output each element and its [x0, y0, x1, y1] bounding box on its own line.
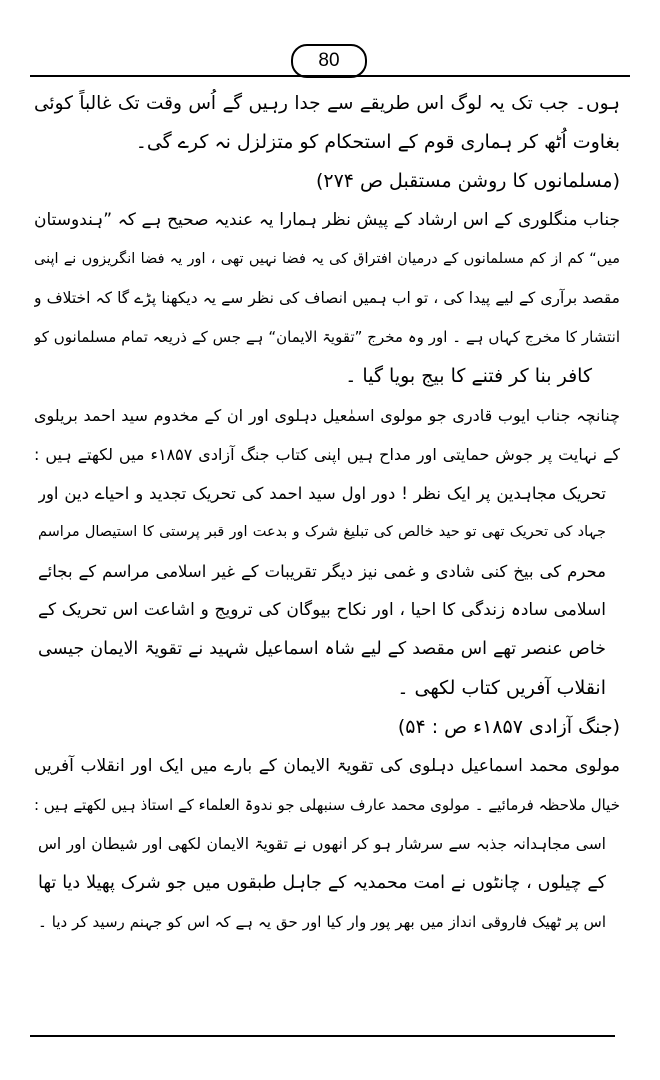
- text-line: چنانچہ جناب ایوب قادری جو مولوی اسمٰعیل دہلوی اور ان کے مخدوم سید احمد بریلوی: [34, 406, 620, 425]
- page-number: 80: [291, 44, 367, 78]
- text-line: جناب منگلوری کے اس ارشاد کے پیش نظر ہمارا یہ عندیہ صحیح ہے کہ ”ہندوستان: [34, 210, 620, 230]
- block-quote: [34, 474, 620, 708]
- quote-line: محرم کی بیخ کنی شادی و غمی نیز دیگر تقریبات کے غیر اسلامی مراسم کے بجائے: [38, 562, 606, 581]
- text-line: میں“ کم از کم مسلمانوں کے درمیان افتراق کی یہ فضا نہیں تھی ، اور یہ فضا انگریزوں نے اپنی: [34, 251, 620, 267]
- bottom-rule: [30, 1035, 615, 1037]
- text-line: مولوی محمد اسماعیل دہلوی کی تقویۃ الایمان کے بارے میں ایک اور انقلاب آفریں: [34, 756, 620, 776]
- quote-line: انقلاب آفریں کتاب لکھی ۔: [397, 677, 606, 699]
- text-line: انتشار کا مخرج کہاں ہے ۔ اور وہ مخرج ”تقویۃ الایمان“ ہے جس کے ذریعہ تمام مسلمانوں کو: [34, 328, 620, 346]
- quote-line: اس پر ٹھیک فاروقی انداز میں بھر پور وار کیا اور حق یہ ہے کہ اس کو جہنم رسید کر دیا ۔: [38, 913, 606, 931]
- quote-line: خاص عنصر تھے اس مقصد کے لیے شاہ اسماعیل شہید نے تقویۃ الایمان جیسی: [38, 639, 606, 659]
- text-line: کافر بنا کر فتنے کا بیج بویا گیا ۔: [345, 365, 592, 387]
- citation: (مسلمانوں کا روشن مستقبل ص ۲۷۴): [315, 170, 620, 192]
- text-line: ہوں۔ جب تک یہ لوگ اس طریقے سے جدا رہیں گے اُس وقت تک غالباً کوئی: [34, 93, 620, 114]
- block-quote: [34, 825, 620, 942]
- quote-line: اسلامی سادہ زندگی کا احیا ، اور نکاح بیوگان کی ترویج و اشاعت اس تحریک کے: [38, 600, 606, 620]
- quote-line: کے چیلوں ، چانٹوں نے امت محمدیہ کے جاہل طبقوں میں جو شرک پھیلا دیا تھا: [38, 873, 606, 893]
- text-line: خیال ملاحظہ فرمائیے ۔ مولوی محمد عارف سنبھلی جو ندوۃ العلماء کے استاذ ہیں لکھتے ہیں :: [34, 796, 620, 814]
- citation: (جنگ آزادی ۱۸۵۷ء ص : ۵۴): [397, 716, 620, 738]
- page-body: [34, 84, 620, 942]
- text-line: کے نہایت پر جوش حمایتی اور مداح ہیں اپنی کتاب جنگ آزادی ۱۸۵۷ء میں لکھتے ہیں :: [34, 445, 620, 464]
- quote-line: جہاد کی تحریک تھی تو حید خالص کی تبلیغ شرک و بدعت اور قبر پرستی کا استیصال مراسم: [38, 524, 606, 540]
- text-line: بغاوت اُٹھ کر ہماری قوم کے استحکام کو متزلزل نہ کرے گی۔: [135, 131, 620, 153]
- quote-line: اسی مجاہدانہ جذبہ سے سرشار ہو کر انھوں نے تقویۃ الایمان لکھی اور شیطان اور اس: [38, 835, 606, 853]
- text-line: مقصد برآری کے لیے پیدا کی ، تو اب ہمیں انصاف کی نظر سے یہ دیکھنا پڑے گا کہ اختلاف و: [34, 289, 620, 307]
- top-rule: [30, 75, 630, 77]
- quote-line: تحریک مجاہدین پر ایک نظر ! دور اول سید احمد کی تحریک تجدید و احیاے دین اور: [38, 484, 606, 503]
